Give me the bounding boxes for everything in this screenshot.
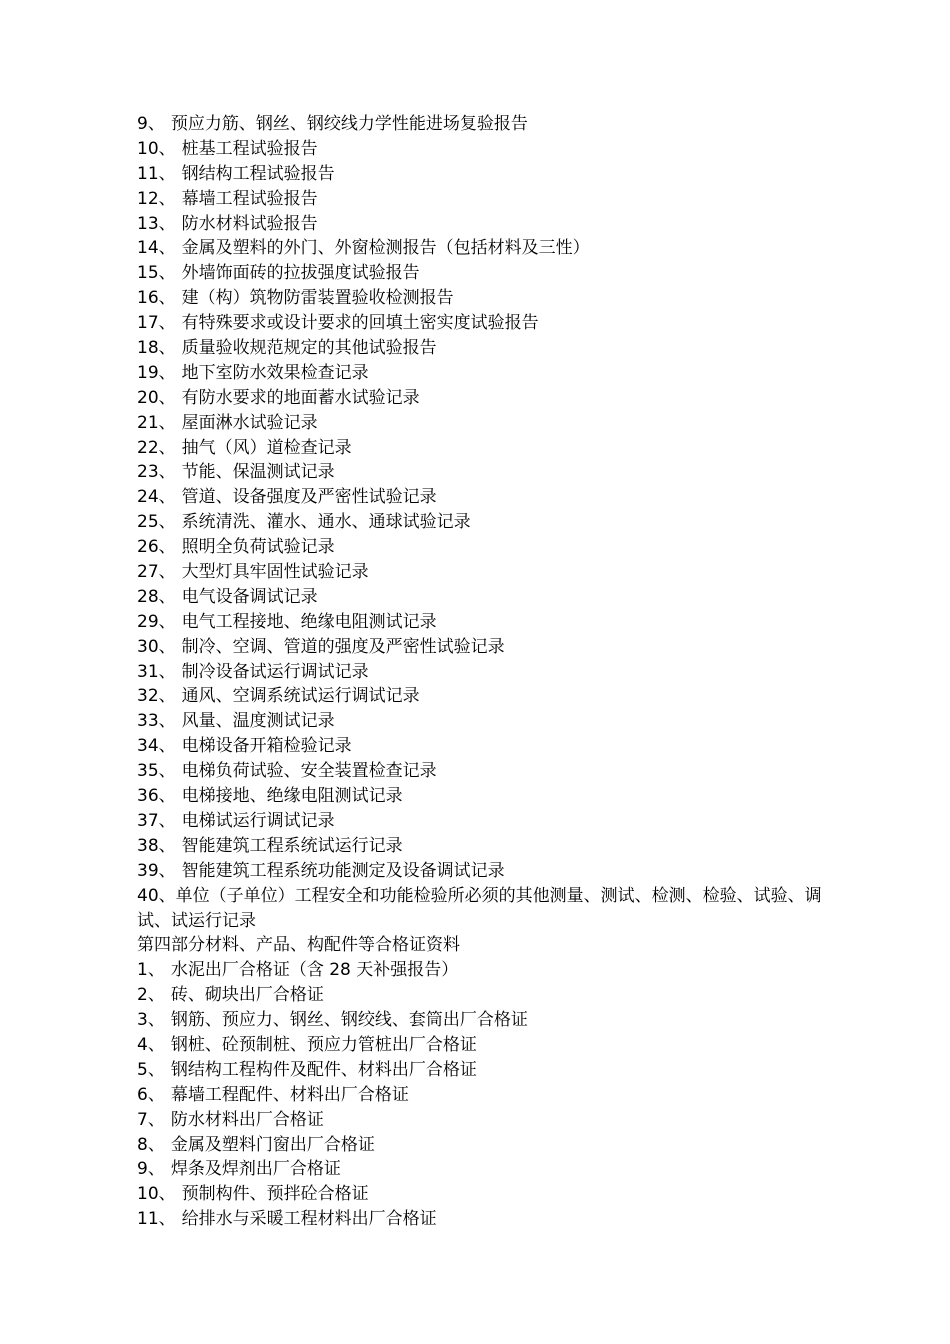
list-item: [137, 684, 837, 709]
list-item-number: 36: [137, 786, 159, 807]
list-item: [137, 436, 837, 461]
list-item-number: 1: [137, 960, 148, 981]
list-item-text: 电梯试运行调试记录: [181, 810, 335, 831]
list-item-text: 金属及塑料的外门、外窗检测报告（包括材料及三性）: [181, 238, 590, 259]
list-item: [137, 784, 837, 809]
list-item-separator: 、: [158, 238, 176, 259]
section4-list: [137, 958, 837, 1232]
list-item-number: 12: [137, 188, 159, 209]
list-item: [137, 585, 837, 610]
list-item-separator: 、: [158, 736, 176, 757]
list-item-number: 33: [137, 711, 159, 732]
list-item-separator: 、: [158, 786, 176, 807]
list-item-separator: 、: [147, 1134, 165, 1155]
list-item-text: 钢筋、预应力、钢丝、钢绞线、套筒出厂合格证: [170, 1010, 528, 1031]
list-item-separator: 、: [147, 114, 165, 134]
list-item: [137, 460, 837, 485]
list-item-text: 电梯接地、绝缘电阻测试记录: [181, 786, 403, 807]
list-item-text: 大型灯具牢固性试验记录: [181, 562, 369, 583]
list-item-number: 11: [137, 163, 159, 184]
list-item-text: 钢结构工程试验报告: [181, 163, 335, 184]
list-item: [137, 635, 837, 660]
list-item-number: 37: [137, 810, 159, 831]
list-item: [137, 1058, 837, 1083]
list-item-text: 砖、砌块出厂合格证: [170, 985, 324, 1006]
section3-list: [137, 112, 837, 884]
list-item: [137, 137, 837, 162]
list-item-number: 10: [137, 138, 159, 159]
list-item: [137, 1008, 837, 1033]
list-item: [137, 958, 837, 983]
list-item-separator: 、: [158, 661, 176, 682]
list-item-text: 金属及塑料门窗出厂合格证: [170, 1134, 375, 1155]
list-item-separator: 、: [158, 338, 176, 359]
list-item: [137, 1182, 837, 1207]
list-item-text: 智能建筑工程系统试运行记录: [181, 835, 403, 856]
list-item: [137, 386, 837, 411]
list-item-text: 风量、温度测试记录: [181, 711, 335, 732]
list-item: [137, 485, 837, 510]
list-item-text: 焊条及焊剂出厂合格证: [170, 1159, 341, 1180]
list-item-separator: 、: [158, 313, 176, 334]
list-item: [137, 560, 837, 585]
list-item-separator: 、: [147, 1084, 165, 1105]
list-item-number: 24: [137, 487, 159, 508]
list-item-separator: 、: [158, 835, 176, 856]
list-item-separator: 、: [158, 586, 176, 607]
list-item: [137, 361, 837, 386]
list-item-text: 幕墙工程试验报告: [181, 188, 318, 209]
list-item-number: 31: [137, 661, 159, 682]
list-item: [137, 734, 837, 759]
list-item-separator: 、: [158, 1184, 176, 1205]
list-item-number: 9: [137, 114, 148, 134]
list-item-separator: 、: [158, 362, 176, 383]
list-item-separator: 、: [158, 562, 176, 583]
list-item: [137, 983, 837, 1008]
list-item: [137, 1133, 837, 1158]
list-item-text: 钢结构工程构件及配件、材料出厂合格证: [170, 1059, 477, 1080]
list-item-separator: 、: [158, 387, 176, 408]
list-item: [137, 535, 837, 560]
list-item: [137, 610, 837, 635]
list-item-number: 13: [137, 213, 159, 234]
list-item-text: 给排水与采暖工程材料出厂合格证: [181, 1209, 437, 1230]
list-item-separator: 、: [158, 611, 176, 632]
list-item-number: 16: [137, 288, 159, 309]
list-item-number: 21: [137, 412, 159, 433]
list-item: [137, 759, 837, 784]
list-item-separator: 、: [158, 810, 176, 831]
list-item: [137, 336, 837, 361]
list-item-number: 22: [137, 437, 159, 458]
list-item-separator: 、: [147, 1059, 165, 1080]
list-item-number: 10: [137, 1184, 159, 1205]
document-page: [137, 112, 837, 1232]
list-item-separator: 、: [158, 138, 176, 159]
list-item-text: 防水材料出厂合格证: [170, 1109, 324, 1130]
list-item: [137, 286, 837, 311]
list-item-text: 有防水要求的地面蓄水试验记录: [181, 387, 420, 408]
list-item: [137, 112, 837, 137]
list-item: [137, 1033, 837, 1058]
list-item: [137, 1207, 837, 1232]
list-item: [137, 1157, 837, 1182]
list-item-separator: 、: [147, 1109, 165, 1130]
list-item-text: 外墙饰面砖的拉拔强度试验报告: [181, 263, 420, 284]
list-item-number: 5: [137, 1059, 148, 1080]
list-item-number: 23: [137, 462, 159, 483]
list-item-separator: 、: [158, 462, 176, 483]
list-item-number: 30: [137, 636, 159, 657]
list-item: [137, 709, 837, 734]
list-item: [137, 212, 837, 237]
list-item-separator: 、: [158, 263, 176, 284]
list-item-separator: 、: [147, 1159, 165, 1180]
list-item-number: 26: [137, 537, 159, 558]
list-item-number: 34: [137, 736, 159, 757]
list-item: [137, 510, 837, 535]
list-item-number: 39: [137, 860, 159, 881]
list-item-text: 幕墙工程配件、材料出厂合格证: [170, 1084, 409, 1105]
list-item-text: 智能建筑工程系统功能测定及设备调试记录: [181, 860, 505, 881]
list-item-number: 14: [137, 238, 159, 259]
list-item-separator: 、: [147, 1034, 165, 1055]
list-item-number: 40: [137, 885, 159, 906]
list-item-text: 电气设备调试记录: [181, 586, 318, 607]
list-item-text: 有特殊要求或设计要求的回填土密实度试验报告: [181, 313, 539, 334]
list-item-text: 水泥出厂合格证（含 28 天补强报告）: [170, 960, 459, 981]
list-item-text: 电梯设备开箱检验记录: [181, 736, 352, 757]
list-item-separator: 、: [147, 985, 165, 1006]
list-item-number: 38: [137, 835, 159, 856]
list-item-text: 防水材料试验报告: [181, 213, 318, 234]
list-item-separator: 、: [158, 885, 176, 906]
list-item-number: 35: [137, 761, 159, 782]
list-item: [137, 1108, 837, 1133]
list-item-text: 质量验收规范规定的其他试验报告: [181, 338, 437, 359]
list-item-text: 单位（子单位）工程安全和功能检验所必须的其他测量、测试、检测、检验、试验、调试、试运行记录: [137, 885, 822, 931]
list-item-text: 管道、设备强度及严密性试验记录: [181, 487, 437, 508]
list-item-number: 9: [137, 1159, 148, 1180]
list-item-separator: 、: [147, 1010, 165, 1031]
list-item: [137, 311, 837, 336]
list-item-separator: 、: [158, 487, 176, 508]
list-item-40: [137, 884, 837, 934]
list-item-number: 27: [137, 562, 159, 583]
list-item-number: 2: [137, 985, 148, 1006]
list-item-separator: 、: [158, 636, 176, 657]
list-item-separator: 、: [158, 512, 176, 533]
list-item-text: 节能、保温测试记录: [181, 462, 335, 483]
list-item-text: 预制构件、预拌砼合格证: [181, 1184, 369, 1205]
list-item-text: 通风、空调系统试运行调试记录: [181, 686, 420, 707]
list-item: [137, 859, 837, 884]
list-item: [137, 660, 837, 685]
list-item-text: 制冷设备试运行调试记录: [181, 661, 369, 682]
list-item: [137, 834, 837, 859]
list-item-separator: 、: [158, 761, 176, 782]
list-item-text: 抽气（风）道检查记录: [181, 437, 352, 458]
list-item: [137, 411, 837, 436]
list-item-separator: 、: [158, 537, 176, 558]
list-item: [137, 1083, 837, 1108]
list-item-text: 屋面淋水试验记录: [181, 412, 318, 433]
list-item-text: 电梯负荷试验、安全装置检查记录: [181, 761, 437, 782]
list-item: [137, 809, 837, 834]
list-item-separator: 、: [158, 1209, 176, 1230]
list-item-text: 地下室防水效果检查记录: [181, 362, 369, 383]
list-item-text: 系统清洗、灌水、通水、通球试验记录: [181, 512, 471, 533]
list-item-text: 预应力筋、钢丝、钢绞线力学性能进场复验报告: [170, 114, 528, 134]
list-item-separator: 、: [158, 288, 176, 309]
list-item-number: 11: [137, 1209, 159, 1230]
list-item-number: 3: [137, 1010, 148, 1031]
list-item-separator: 、: [158, 213, 176, 234]
list-item-number: 7: [137, 1109, 148, 1130]
list-item-number: 20: [137, 387, 159, 408]
list-item-separator: 、: [158, 437, 176, 458]
list-item-separator: 、: [158, 188, 176, 209]
list-item-separator: 、: [158, 412, 176, 433]
list-item-separator: 、: [147, 960, 165, 981]
list-item-number: 4: [137, 1034, 148, 1055]
list-item-number: 18: [137, 338, 159, 359]
list-item-number: 6: [137, 1084, 148, 1105]
list-item-separator: 、: [158, 686, 176, 707]
list-item-number: 8: [137, 1134, 148, 1155]
list-item-number: 15: [137, 263, 159, 284]
list-item-text: 制冷、空调、管道的强度及严密性试验记录: [181, 636, 505, 657]
list-item: [137, 261, 837, 286]
list-item-text: 建（构）筑物防雷装置验收检测报告: [181, 288, 454, 309]
list-item-text: 钢桩、砼预制桩、预应力管桩出厂合格证: [170, 1034, 477, 1055]
list-item-text: 照明全负荷试验记录: [181, 537, 335, 558]
list-item-number: 19: [137, 362, 159, 383]
list-item: [137, 187, 837, 212]
list-item: [137, 162, 837, 187]
section4-heading: 第四部分材料、产品、构配件等合格证资料: [137, 935, 460, 956]
list-item-text: 桩基工程试验报告: [181, 138, 318, 159]
list-item-number: 29: [137, 611, 159, 632]
list-item-number: 32: [137, 686, 159, 707]
list-item: [137, 236, 837, 261]
list-item-number: 25: [137, 512, 159, 533]
list-item-separator: 、: [158, 163, 176, 184]
list-item-separator: 、: [158, 711, 176, 732]
list-item-separator: 、: [158, 860, 176, 881]
list-item-text: 电气工程接地、绝缘电阻测试记录: [181, 611, 437, 632]
list-item-number: 28: [137, 586, 159, 607]
list-item-number: 17: [137, 313, 159, 334]
